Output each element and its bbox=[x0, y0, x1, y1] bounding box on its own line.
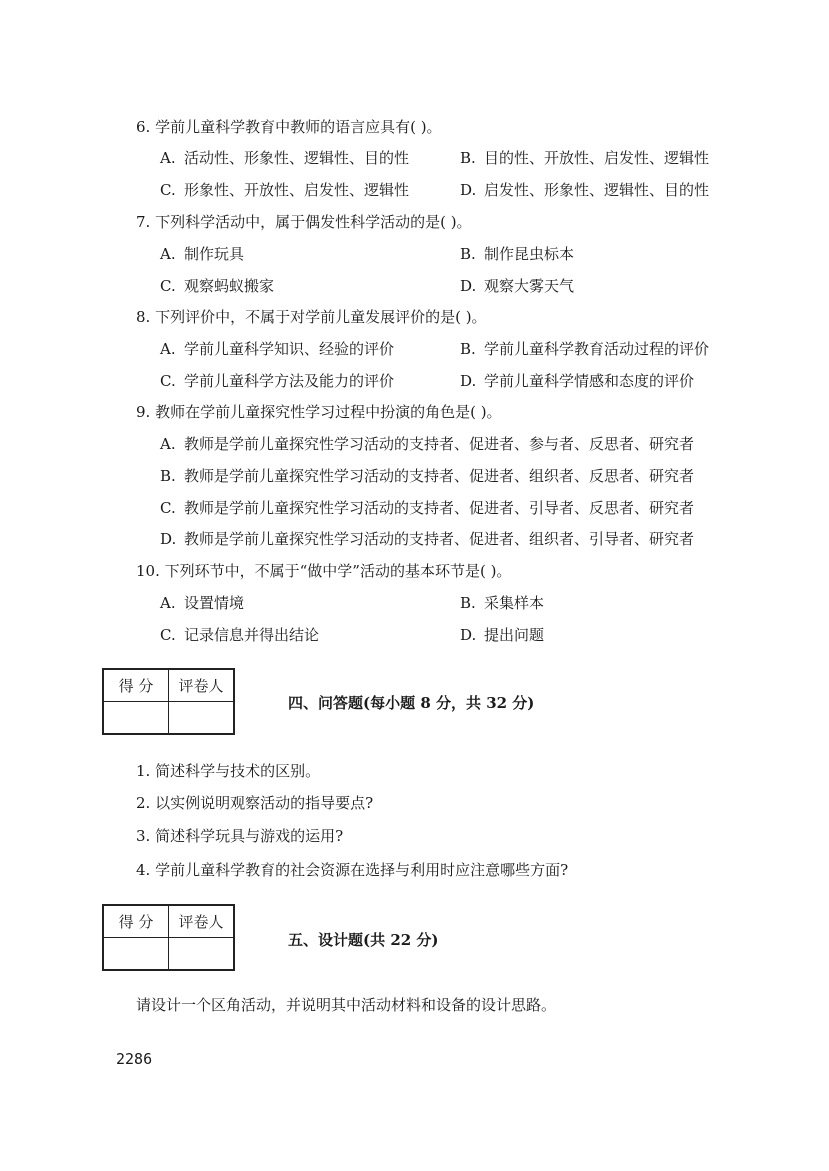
grader-cell bbox=[169, 702, 235, 735]
question-10-option-b bbox=[460, 593, 544, 613]
question-7-option-c bbox=[160, 276, 274, 296]
option-letter: D. bbox=[460, 626, 477, 644]
option-text: 教师是学前儿童探究性学习活动的支持者、促进者、组织者、反思者、研究者 bbox=[184, 467, 695, 485]
option-text: 观察大雾天气 bbox=[484, 277, 575, 295]
score-header: 得 分 bbox=[103, 669, 169, 702]
grader-header: 评卷人 bbox=[169, 669, 235, 702]
option-text: 制作玩具 bbox=[184, 245, 245, 263]
question-10-option-a bbox=[160, 593, 244, 613]
question-7-option-a bbox=[160, 244, 244, 264]
option-text: 制作昆虫标本 bbox=[484, 245, 575, 263]
question-8-option-c bbox=[160, 371, 394, 391]
question-10-option-c bbox=[160, 625, 319, 645]
option-letter: D. bbox=[460, 277, 477, 295]
option-text: 设置情境 bbox=[184, 594, 245, 612]
option-text: 学前儿童科学教育活动过程的评价 bbox=[484, 340, 710, 358]
question-6-option-b bbox=[460, 148, 709, 168]
question-6-stem: 6. 学前儿童科学教育中教师的语言应具有( )。 bbox=[136, 118, 442, 136]
option-letter: C. bbox=[160, 626, 176, 644]
score-table-section-5 bbox=[102, 904, 235, 971]
question-7-option-b bbox=[460, 244, 574, 264]
option-letter: A. bbox=[160, 149, 176, 167]
question-9-option-a bbox=[160, 434, 694, 454]
option-letter: A. bbox=[160, 594, 176, 612]
option-text: 教师是学前儿童探究性学习活动的支持者、促进者、参与者、反思者、研究者 bbox=[184, 435, 695, 453]
score-header: 得 分 bbox=[103, 905, 169, 938]
option-letter: C. bbox=[160, 499, 176, 517]
question-8-stem: 8. 下列评价中，不属于对学前儿童发展评价的是( )。 bbox=[136, 308, 487, 326]
question-9-stem: 9. 教师在学前儿童探究性学习过程中扮演的角色是( )。 bbox=[136, 403, 502, 421]
option-letter: C. bbox=[160, 181, 176, 199]
option-letter: B. bbox=[160, 467, 176, 485]
question-8-option-b bbox=[460, 339, 709, 359]
score-cell bbox=[103, 702, 169, 735]
question-6-option-c bbox=[160, 180, 409, 200]
option-letter: B. bbox=[460, 149, 476, 167]
question-6-option-d bbox=[460, 180, 709, 200]
option-text: 教师是学前儿童探究性学习活动的支持者、促进者、组织者、引导者、研究者 bbox=[184, 530, 695, 548]
option-letter: B. bbox=[460, 340, 476, 358]
question-10-stem: 10. 下列环节中，不属于“做中学”活动的基本环节是( )。 bbox=[136, 562, 512, 580]
option-text: 学前儿童科学情感和态度的评价 bbox=[484, 372, 695, 390]
option-letter: D. bbox=[460, 181, 477, 199]
option-text: 采集样本 bbox=[484, 594, 545, 612]
option-letter: D. bbox=[160, 530, 177, 548]
option-letter: A. bbox=[160, 435, 176, 453]
question-7-option-d bbox=[460, 276, 574, 296]
question-6-option-a bbox=[160, 148, 409, 168]
option-text: 学前儿童科学方法及能力的评价 bbox=[184, 372, 395, 390]
option-letter: C. bbox=[160, 277, 176, 295]
option-text: 观察蚂蚁搬家 bbox=[184, 277, 275, 295]
short-question-4: 4. 学前儿童科学教育的社会资源在选择与利用时应注意哪些方面? bbox=[136, 861, 569, 879]
option-letter: B. bbox=[460, 594, 476, 612]
option-text: 启发性、形象性、逻辑性、目的性 bbox=[484, 181, 710, 199]
score-table-section-4 bbox=[102, 668, 235, 735]
question-8-option-a bbox=[160, 339, 394, 359]
score-cell bbox=[103, 938, 169, 971]
option-text: 教师是学前儿童探究性学习活动的支持者、促进者、引导者、反思者、研究者 bbox=[184, 499, 695, 517]
option-text: 学前儿童科学知识、经验的评价 bbox=[184, 340, 395, 358]
option-text: 提出问题 bbox=[484, 626, 545, 644]
question-9-option-b bbox=[160, 466, 694, 486]
question-7-stem: 7. 下列科学活动中，属于偶发性科学活动的是( )。 bbox=[136, 213, 472, 231]
section-4-title: 四、问答题(每小题 8 分，共 32 分) bbox=[288, 694, 535, 712]
question-9-option-c bbox=[160, 498, 694, 518]
question-8-option-d bbox=[460, 371, 694, 391]
option-letter: C. bbox=[160, 372, 176, 390]
page-number: 2286 bbox=[116, 1050, 153, 1068]
short-question-3: 3. 简述科学玩具与游戏的运用? bbox=[136, 827, 344, 845]
option-letter: B. bbox=[460, 245, 476, 263]
option-text: 形象性、开放性、启发性、逻辑性 bbox=[184, 181, 410, 199]
short-question-2: 2. 以实例说明观察活动的指导要点? bbox=[136, 794, 374, 812]
question-10-option-d bbox=[460, 625, 544, 645]
option-text: 活动性、形象性、逻辑性、目的性 bbox=[184, 149, 410, 167]
design-question: 请设计一个区角活动，并说明其中活动材料和设备的设计思路。 bbox=[136, 996, 557, 1014]
option-letter: A. bbox=[160, 245, 176, 263]
option-text: 目的性、开放性、启发性、逻辑性 bbox=[484, 149, 710, 167]
grader-header: 评卷人 bbox=[169, 905, 235, 938]
question-9-option-d bbox=[160, 529, 694, 549]
section-5-title: 五、设计题(共 22 分) bbox=[288, 931, 439, 949]
option-letter: D. bbox=[460, 372, 477, 390]
option-text: 记录信息并得出结论 bbox=[184, 626, 320, 644]
option-letter: A. bbox=[160, 340, 176, 358]
short-question-1: 1. 简述科学与技术的区别。 bbox=[136, 762, 321, 780]
grader-cell bbox=[169, 938, 235, 971]
